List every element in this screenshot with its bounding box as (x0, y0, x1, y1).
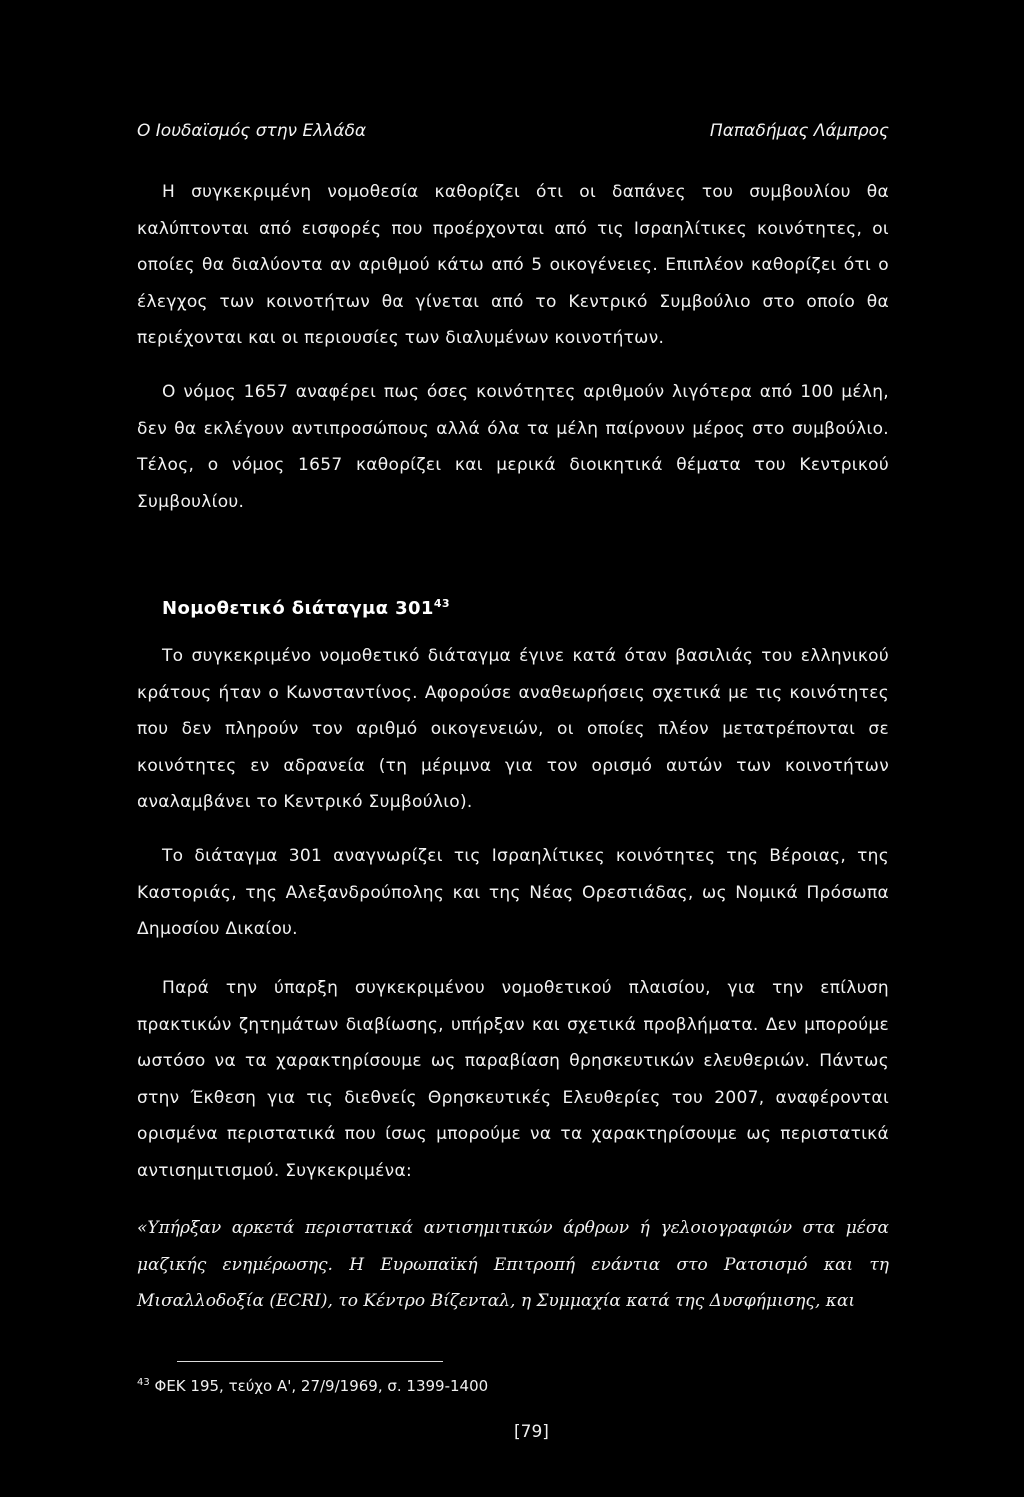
page-number: [79] (514, 1422, 549, 1442)
footnote-divider (177, 1361, 443, 1362)
section-heading (162, 597, 450, 621)
footnote-43 (137, 1375, 889, 1397)
paragraph-council-funding: Η συγκεκριμένη νομοθεσία καθορίζει ότι οι δαπάνες του συμβουλίου θα καλύπτονται από εισφορές που προέρχονται από τις Ισραηλίτικες κοινότητες, οι οποίες θα διαλύοντα αν αριθμού κάτω από 5 οικογένειες. Επιπλέον καθορίζει ότι ο έλεγχος των κοινοτήτων θα γίνεται από το Κεντρικό Συμβούλιο στο οποίο θα περιέχονται και οι περιουσίες των διαλυμένων κοινοτήτων. (137, 182, 889, 349)
footnote-number: 43 (137, 1377, 150, 1388)
paragraph-decree-301-communities: Το διάταγμα 301 αναγνωρίζει τις Ισραηλίτικες κοινότητες της Βέροιας, της Καστοριάς, της Αλεξανδρούπολης και της Νέας Ορεστιάδας, ως Νομικά Πρόσωπα Δημοσίου Δικαίου. (137, 846, 889, 940)
header-book-title: Ο Ιουδαϊσμός στην Ελλάδα (137, 121, 367, 141)
paragraph-religious-freedom-report: Παρά την ύπαρξη συγκεκριμένου νομοθετικού πλαισίου, για την επίλυση πρακτικών ζητημάτων διαβίωσης, υπήρξαν και σχετικά προβλήματα. Δεν μπορούμε ωστόσο να τα χαρακτηρίσουμε ως παραβίαση θρησκευτικών ελευθεριών. Πάντως στην Έκθεση για τις διεθνείς Θρησκευτικές Ελευθερίες του 2007, αναφέρονται ορισμένα περιστατικά που ίσως μπορούμε να τα χαρακτηρίσουμε ως περιστατικά αντισημιτισμού. Συγκεκριμένα: (137, 978, 889, 1181)
paragraph-law-1657: Ο νόμος 1657 αναφέρει πως όσες κοινότητες αριθμούν λιγότερα από 100 μέλη, δεν θα εκλέγουν αντιπροσώπους αλλά όλα τα μέλη παίρνουν μέρος στο συμβούλιο. Τέλος, ο νόμος 1657 καθορίζει και μερικά διοικητικά θέματα του Κεντρικού Συμβουλίου. (137, 382, 889, 512)
section-heading-title: Νομοθετικό διάταγμα 301 (162, 598, 434, 619)
header-author: Παπαδήμας Λάμπρος (709, 121, 889, 141)
section-heading-footnote-ref: 43 (433, 597, 450, 610)
quoted-passage: «Υπήρξαν αρκετά περιστατικά αντισημιτικών άρθρων ή γελοιογραφιών στα μέσα μαζικής ενημέρωσης. Η Ευρωπαϊκή Επιτροπή ενάντια στο Ρατσισμό και τη Μισαλλοδοξία (ECRI), το Κέντρο Βίζενταλ, η Συμμαχία κατά της Δυσφήμισης, και (137, 1218, 889, 1312)
footnote-text: ΦΕΚ 195, τεύχο Α', 27/9/1969, σ. 1399-1400 (154, 1377, 489, 1395)
paragraph-decree-301-intro: Το συγκεκριμένο νομοθετικό διάταγμα έγινε κατά όταν βασιλιάς του ελληνικού κράτους ήταν ο Κωνσταντίνος. Αφορούσε αναθεωρήσεις σχετικά με τις κοινότητες που δεν πληρούν τον αριθμό οικογενειών, οι οποίες πλέον μετατρέπονται σε κοινότητες εν αδρανεία (τη μέριμνα για τον ορισμό αυτών των κοινοτήτων αναλαμβάνει το Κεντρικό Συμβούλιο). (137, 646, 889, 813)
